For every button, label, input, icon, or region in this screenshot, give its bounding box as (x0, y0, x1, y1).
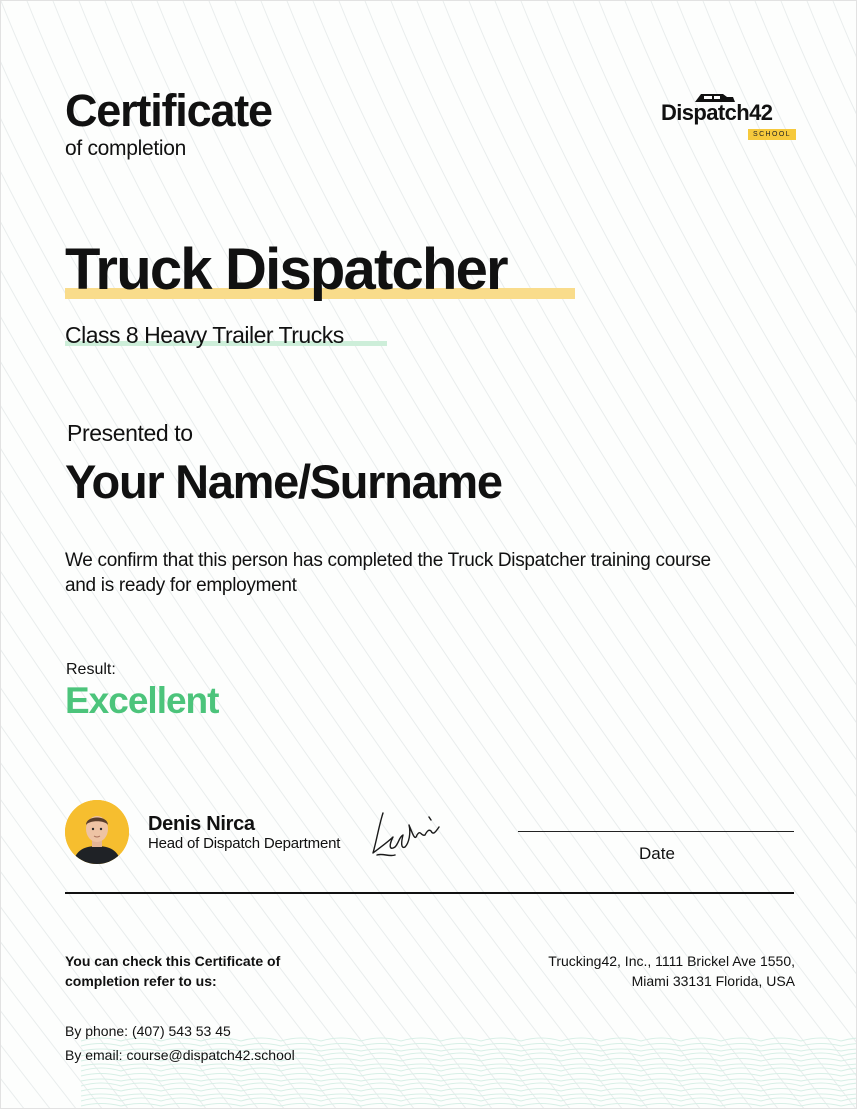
course-title-block (65, 237, 507, 303)
course-subtitle-block (65, 321, 344, 349)
footer-divider (65, 892, 794, 894)
result-value: Excellent (65, 680, 219, 721)
course-subtitle: Class 8 Heavy Trailer Trucks (65, 322, 344, 348)
logo-school-badge: SCHOOL (748, 129, 796, 140)
contact-phone: By phone: (407) 543 53 45 (65, 1023, 231, 1039)
address-line-1: Trucking42, Inc., 1111 Brickel Ave 1550, (548, 953, 795, 969)
verification-note: You can check this Certificate of completion refer to us: (65, 953, 281, 989)
contact-email: By email: course@dispatch42.school (65, 1047, 295, 1063)
recipient-name: Your Name/Surname (65, 455, 502, 508)
signer-role: Head of Dispatch Department (148, 835, 341, 852)
course-title: Truck Dispatcher (65, 237, 507, 302)
address-line-2: Miami 33131 Florida, USA (631, 973, 795, 989)
logo-wordmark: Dispatch42 (661, 100, 773, 125)
handwritten-signature-icon (369, 807, 449, 865)
signer-name: Denis Nirca (148, 813, 255, 835)
date-signature-line (518, 831, 794, 832)
presented-to-label: Presented to (67, 420, 193, 446)
result-label: Result: (66, 661, 116, 678)
certificate-subtitle: of completion (65, 137, 187, 160)
company-address (475, 951, 795, 991)
certificate-title: Certificate (65, 85, 272, 136)
person-avatar-icon (65, 800, 129, 864)
date-label: Date (639, 844, 675, 863)
confirmation-text: We confirm that this person has completed the Truck Dispatcher training course and is ready for employment (65, 550, 711, 596)
